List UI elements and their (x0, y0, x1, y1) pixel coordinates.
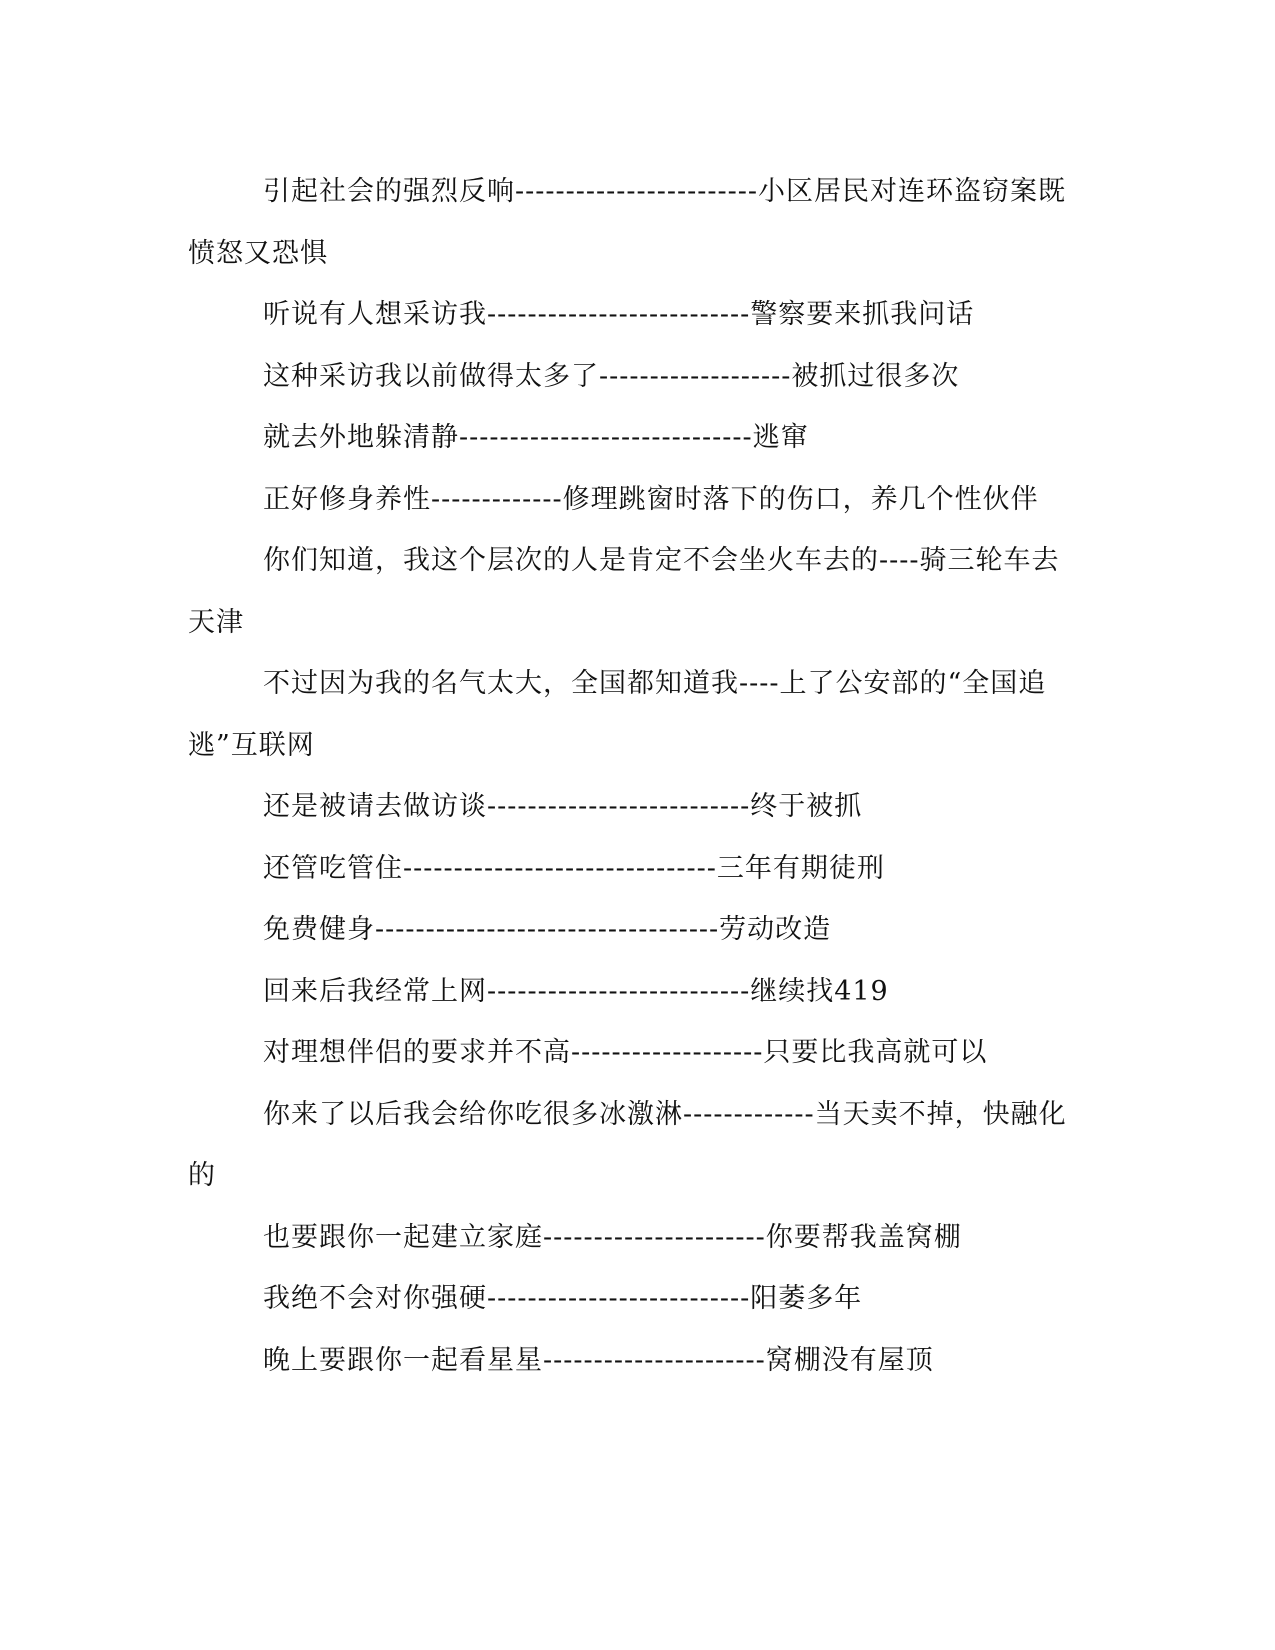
paragraph-7: 不过因为我的名气太大，全国都知道我----上了公安部的“全国追逃”互联网 (188, 668, 1047, 761)
paragraph-9: 还管吃管住-------------------------------三年有期徒刑 (263, 852, 885, 884)
paragraph-16: 晚上要跟你一起看星星----------------------窝棚没有屋顶 (263, 1344, 934, 1376)
paragraph-11: 回来后我经常上网--------------------------继续找419 (263, 975, 889, 1007)
paragraph-1: 引起社会的强烈反响------------------------小区居民对连环盗窃案既 愤怒又恐惧 (188, 176, 1066, 269)
paragraph-12: 对理想伴侣的要求并不高-------------------只要比我高就可以 (263, 1037, 988, 1068)
paragraph-5: 正好修身养性-------------修理跳窗时落下的伤口，养几个性伙伴 (263, 483, 1039, 515)
paragraph-6: 你们知道，我这个层次的人是肯定不会坐火车去的----骑三轮车去天津 (188, 545, 1060, 638)
paragraph-15: 我绝不会对你强硬--------------------------阳萎多年 (263, 1283, 863, 1314)
paragraph-8: 还是被请去做访谈--------------------------终于被抓 (263, 791, 863, 822)
paragraph-14: 也要跟你一起建立家庭----------------------你要帮我盖窝棚 (263, 1221, 962, 1253)
paragraph-13: 你来了以后我会给你吃很多冰激淋-------------当天卖不掉，快融化的 (188, 1098, 1067, 1191)
paragraph-3: 这种采访我以前做得太多了-------------------被抓过很多次 (263, 360, 960, 392)
paragraph-4: 就去外地躲清静-----------------------------逃窜 (263, 422, 809, 453)
paragraph-2: 听说有人想采访我--------------------------警察要来抓我问话 (263, 299, 975, 330)
document-body (188, 161, 1068, 1391)
paragraph-10: 免费健身----------------------------------劳动改造 (263, 914, 832, 945)
